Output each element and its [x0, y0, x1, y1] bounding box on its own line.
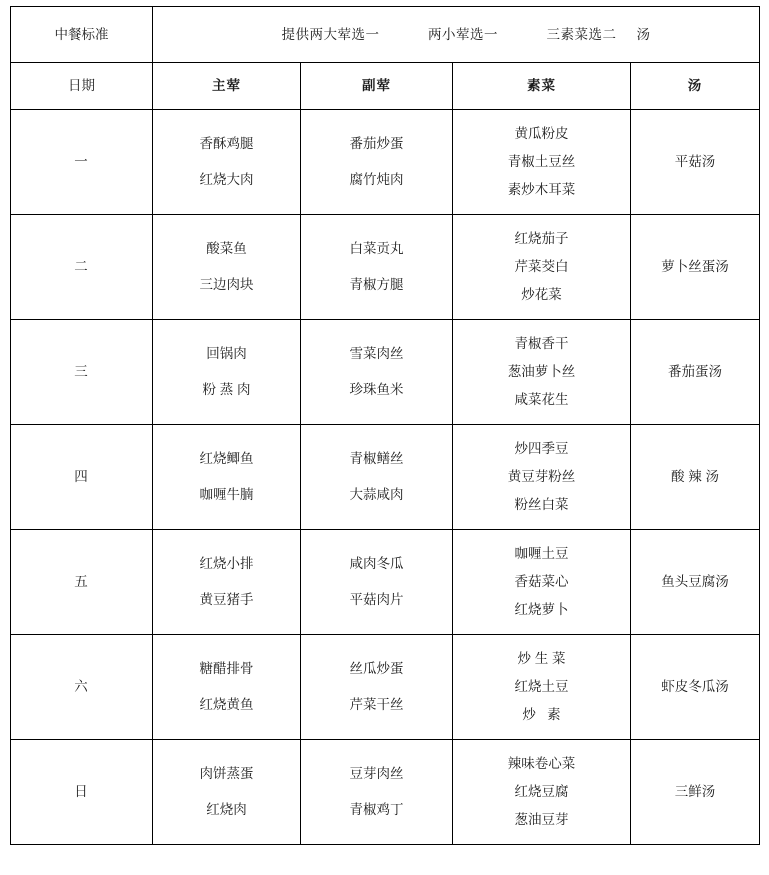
dish-item: 香菇菜心	[514, 573, 569, 589]
vegetable-cell	[453, 110, 631, 215]
table-row	[11, 320, 760, 425]
dish-item: 红烧茄子	[514, 230, 569, 246]
soup-cell: 番茄蛋汤	[631, 320, 760, 425]
soup-cell: 萝卜丝蛋汤	[631, 215, 760, 320]
table-row	[11, 425, 760, 530]
table-row	[11, 110, 760, 215]
soup-cell: 三鲜汤	[631, 740, 760, 845]
sub-meat-cell	[301, 320, 453, 425]
table-row	[11, 740, 760, 845]
vegetable-cell	[453, 320, 631, 425]
dish-item: 红烧大肉	[199, 172, 254, 187]
dish-item: 酸菜鱼	[206, 240, 247, 256]
sub-meat-cell	[301, 635, 453, 740]
day-label: 日	[11, 740, 153, 845]
weekly-menu-table	[10, 6, 760, 845]
day-label: 五	[11, 530, 153, 635]
dish-item: 丝瓜炒蛋	[349, 660, 404, 676]
sub-meat-cell	[301, 530, 453, 635]
main-meat-cell	[153, 530, 301, 635]
column-header-sub-meat: 副荤	[301, 63, 453, 110]
dish-item: 香酥鸡腿	[199, 135, 254, 151]
dish-item: 红烧肉	[206, 802, 247, 817]
dish-item: 红烧鲫鱼	[199, 450, 254, 466]
dish-item: 红烧小排	[199, 555, 254, 571]
sub-meat-cell	[301, 215, 453, 320]
soup-cell: 平菇汤	[631, 110, 760, 215]
dish-item: 青椒鸡丁	[349, 802, 404, 817]
table-row	[11, 530, 760, 635]
rule-segment-2: 两小荤选一	[428, 26, 498, 42]
dish-item: 三边肉块	[199, 277, 254, 292]
dish-item: 炒花菜	[521, 287, 562, 303]
dish-item: 青椒土豆丝	[507, 153, 576, 169]
dish-item: 青椒鳝丝	[349, 450, 404, 466]
dish-item: 糖醋排骨	[199, 660, 254, 676]
rule-segment-1: 提供两大荤选一	[281, 26, 380, 42]
dish-item: 素炒木耳菜	[507, 182, 576, 198]
rule-segment-3: 三素菜选二	[546, 26, 617, 42]
sub-meat-cell	[301, 425, 453, 530]
day-label: 六	[11, 635, 153, 740]
dish-item: 粉 蒸 肉	[202, 382, 251, 397]
dish-item: 芹菜干丝	[349, 697, 404, 712]
soup-cell: 虾皮冬瓜汤	[631, 635, 760, 740]
dish-item: 青椒方腿	[349, 277, 404, 292]
dish-item: 大蒜咸肉	[349, 487, 404, 502]
sub-meat-cell	[301, 110, 453, 215]
lunch-standard-label: 中餐标准	[11, 7, 153, 63]
soup-cell: 鱼头豆腐汤	[631, 530, 760, 635]
dish-item: 粉丝白菜	[514, 497, 569, 513]
rule-segment-4: 汤	[636, 26, 651, 42]
main-meat-cell	[153, 215, 301, 320]
vegetable-cell	[453, 215, 631, 320]
dish-item: 炒四季豆	[514, 440, 569, 456]
dish-item: 葱油豆芽	[514, 812, 569, 828]
dish-item: 红烧豆腐	[514, 783, 569, 799]
dish-item: 平菇肉片	[349, 592, 404, 607]
dish-item: 咖喱牛腩	[199, 487, 254, 502]
dish-item: 红烧土豆	[514, 678, 569, 694]
day-label: 二	[11, 215, 153, 320]
sub-meat-cell	[301, 740, 453, 845]
dish-item: 葱油萝卜丝	[507, 363, 576, 379]
main-meat-cell	[153, 320, 301, 425]
dish-item: 豆芽肉丝	[349, 765, 404, 781]
vegetable-cell	[453, 425, 631, 530]
table-header-columns-row	[11, 63, 760, 110]
dish-item: 黄豆芽粉丝	[507, 468, 576, 484]
table-row	[11, 215, 760, 320]
column-header-soup: 汤	[631, 63, 760, 110]
day-label: 四	[11, 425, 153, 530]
day-label: 三	[11, 320, 153, 425]
dish-item: 黄瓜粉皮	[514, 125, 569, 141]
menu-rule-text	[153, 7, 760, 63]
dish-item: 珍珠鱼米	[349, 382, 404, 397]
main-meat-cell	[153, 635, 301, 740]
dish-item: 咖喱土豆	[514, 545, 569, 561]
dish-item: 腐竹炖肉	[349, 172, 404, 187]
dish-item: 番茄炒蛋	[349, 135, 404, 151]
dish-item: 炒 素	[522, 707, 561, 723]
column-header-vegetable: 素菜	[453, 63, 631, 110]
dish-item: 白菜贡丸	[349, 240, 404, 256]
table-row	[11, 635, 760, 740]
dish-item: 红烧黄鱼	[199, 697, 254, 712]
dish-item: 黄豆猪手	[199, 592, 254, 607]
dish-item: 咸菜花生	[514, 392, 569, 408]
dish-item: 青椒香干	[514, 335, 569, 351]
dish-item: 炒 生 菜	[517, 650, 566, 666]
dish-item: 肉饼蒸蛋	[199, 765, 254, 781]
vegetable-cell	[453, 740, 631, 845]
vegetable-cell	[453, 530, 631, 635]
day-label: 一	[11, 110, 153, 215]
main-meat-cell	[153, 110, 301, 215]
main-meat-cell	[153, 740, 301, 845]
dish-item: 辣味卷心菜	[507, 755, 576, 771]
dish-item: 雪菜肉丝	[349, 345, 404, 361]
date-column-header: 日期	[11, 63, 153, 110]
dish-item: 芹菜茭白	[514, 258, 569, 274]
soup-cell: 酸 辣 汤	[631, 425, 760, 530]
dish-item: 咸肉冬瓜	[349, 555, 404, 571]
vegetable-cell	[453, 635, 631, 740]
dish-item: 红烧萝卜	[514, 602, 569, 618]
dish-item: 回锅肉	[206, 345, 247, 361]
table-header-rule-row	[11, 7, 760, 63]
main-meat-cell	[153, 425, 301, 530]
column-header-main-meat: 主荤	[153, 63, 301, 110]
